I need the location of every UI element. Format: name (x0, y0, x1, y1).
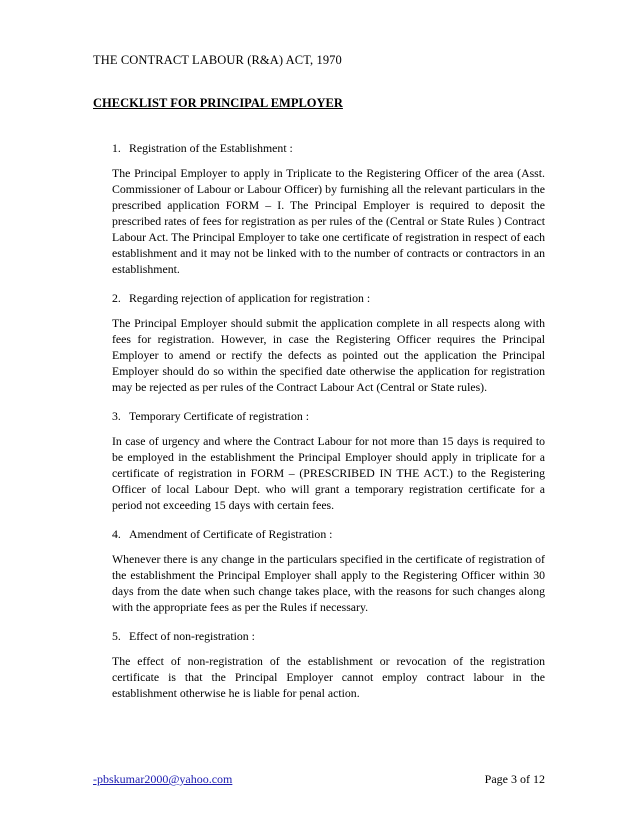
section-rejection (112, 290, 545, 395)
section-temporary-certificate (112, 408, 545, 513)
section-body: The effect of non-registration of the establishment or revocation of the registration certificate is that the Principal Employer cannot employ contract labour in the establishment otherwise he is liable for penal action. (112, 654, 545, 700)
section-heading (112, 408, 545, 424)
running-header: THE CONTRACT LABOUR (R&A) ACT, 1970 (93, 53, 342, 67)
section-body: The Principal Employer to apply in Triplicate to the Registering Officer of the area (Asst. Commissioner of Labour or Labour Officer) by furnishing all the relevant particulars in the prescribed application FORM – I. The Principal Employer is required to deposit the prescribed rates of fees for registration as per rules of the (Central or State Rules ) Contract Labour Act. The Principal Employer to take one certificate of registration in respect of each establishment and it may not be linked with to the number of contracts or contractors in an establishment. (112, 166, 545, 276)
page-footer (93, 772, 545, 787)
section-number: 1. (112, 141, 121, 155)
section-number: 3. (112, 409, 121, 423)
section-heading-text: Effect of non-registration : (129, 629, 255, 643)
section-registration (112, 140, 545, 277)
section-heading-text: Registration of the Establishment : (129, 141, 293, 155)
section-body: In case of urgency and where the Contract Labour for not more than 15 days is required to be employed in the establishment the Principal Employer should apply in triplicate for a certificate of registration in FORM – (PRESCRIBED IN THE ACT.) to the Registering Officer of local Labour Dept. who will grant a temporary registration certificate for a period not exceeding 15 days with certain fees. (112, 434, 545, 512)
section-heading (112, 628, 545, 644)
section-heading (112, 140, 545, 156)
document-title: CHECKLIST FOR PRINCIPAL EMPLOYER (93, 96, 343, 110)
section-heading-text: Regarding rejection of application for registration : (129, 291, 371, 305)
section-non-registration (112, 628, 545, 701)
footer-email-link[interactable]: -pbskumar2000@yahoo.com (93, 772, 233, 786)
section-number: 5. (112, 629, 121, 643)
page-number: Page 3 of 12 (484, 772, 545, 786)
section-heading (112, 290, 545, 306)
section-amendment (112, 526, 545, 615)
section-heading-text: Amendment of Certificate of Registration : (129, 527, 333, 541)
section-number: 2. (112, 291, 121, 305)
section-heading-text: Temporary Certificate of registration : (129, 409, 309, 423)
section-body: Whenever there is any change in the particulars specified in the certificate of registration of the establishment the Principal Employer shall apply to the Registering Officer within 30 days from the date when such change takes place, with the reasons for such changes along with the appropriate fees as per the Rules if necessary. (112, 552, 545, 614)
section-heading (112, 526, 545, 542)
section-number: 4. (112, 527, 121, 541)
section-body: The Principal Employer should submit the application complete in all respects along with fees for registration. However, in case the Registering Officer requires the Principal Employer to amend or rectify the defects as pointed out the application the Principal Employer should do so within the specified date otherwise the application for registration may be rejected as per rules of the Contract Labour Act (Central or State rules). (112, 316, 545, 394)
checklist-sections (112, 140, 545, 714)
